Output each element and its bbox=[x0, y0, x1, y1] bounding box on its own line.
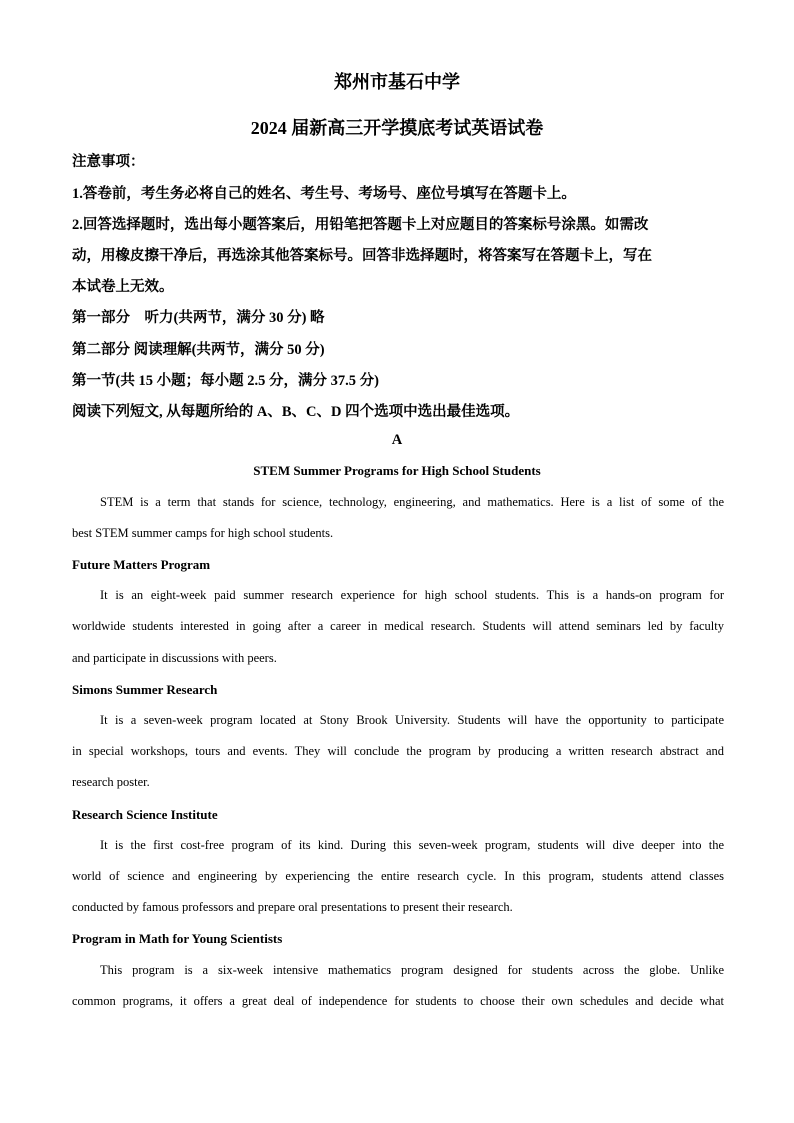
note-item-1: 1.答卷前，考生务必将自己的姓名、考生号、考场号、座位号填写在答题卡上。 bbox=[72, 186, 576, 202]
part-two-heading: 第二部分 阅读理解(共两节，满分 50 分) bbox=[72, 342, 325, 358]
program-heading-future-matters: Future Matters Program bbox=[72, 557, 211, 572]
program-text-line: It is the first cost-free program of its kind. During this seven-week program, students will dive deeper into the bbox=[100, 838, 724, 852]
program-heading-rsi: Research Science Institute bbox=[72, 807, 218, 822]
program-text-line: research poster. bbox=[72, 775, 150, 789]
program-text-line: It is an eight-week paid summer research experience for high school students. This is a hands-on program for bbox=[100, 588, 724, 602]
section-one-heading: 第一节(共 15 小题；每小题 2.5 分，满分 37.5 分) bbox=[72, 373, 379, 389]
note-item-2-line-2: 动，用橡皮擦干净后，再选涂其他答案标号。回答非选择题时，将答案写在答题卡上，写在 bbox=[72, 248, 652, 264]
school-name: 郑州市基石中学 bbox=[334, 72, 460, 92]
program-text-line: world of science and engineering by experiencing the entire research cycle. In this program, students attend classes bbox=[72, 869, 724, 883]
exam-title: 2024 届新高三开学摸底考试英语试卷 bbox=[250, 118, 544, 138]
program-heading-simons: Simons Summer Research bbox=[72, 682, 218, 697]
program-text-line: conducted by famous professors and prepare oral presentations to present their research. bbox=[72, 900, 513, 914]
program-text-line: common programs, it offers a great deal of independence for students to choose their own schedules and decide what bbox=[72, 994, 724, 1008]
note-item-2-line-1: 2.回答选择题时，选出每小题答案后，用铅笔把答题卡上对应题目的答案标号涂黑。如需改 bbox=[72, 217, 649, 233]
passage-title: STEM Summer Programs for High School Students bbox=[253, 463, 541, 478]
program-heading-promys: Program in Math for Young Scientists bbox=[72, 931, 283, 946]
program-text-line: It is a seven-week program located at Stony Brook University. Students will have the opportunity to participate bbox=[100, 713, 724, 727]
part-one-heading: 第一部分 听力(共两节，满分 30 分) 略 bbox=[72, 310, 325, 326]
intro-line-2: best STEM summer camps for high school students. bbox=[72, 526, 334, 540]
program-text-line: in special workshops, tours and events. They will conclude the program by producing a written research abstract and bbox=[72, 744, 724, 758]
passage-label: A bbox=[391, 432, 403, 448]
program-text-line: worldwide students interested in going after a career in medical research. Students will attend seminars led by faculty bbox=[72, 619, 724, 633]
note-item-2-line-3: 本试卷上无效。 bbox=[72, 279, 174, 295]
program-text-line: This program is a six-week intensive mathematics program designed for students across the globe. Unlike bbox=[100, 963, 724, 977]
intro-line-1: STEM is a term that stands for science, technology, engineering, and mathematics. Here is a list of some of the bbox=[100, 495, 724, 509]
program-text-line: and participate in discussions with peers. bbox=[72, 651, 277, 665]
reading-instruction: 阅读下列短文, 从每题所给的 A、B、C、D 四个选项中选出最佳选项。 bbox=[72, 404, 520, 420]
notes-heading: 注意事项： bbox=[72, 154, 145, 170]
